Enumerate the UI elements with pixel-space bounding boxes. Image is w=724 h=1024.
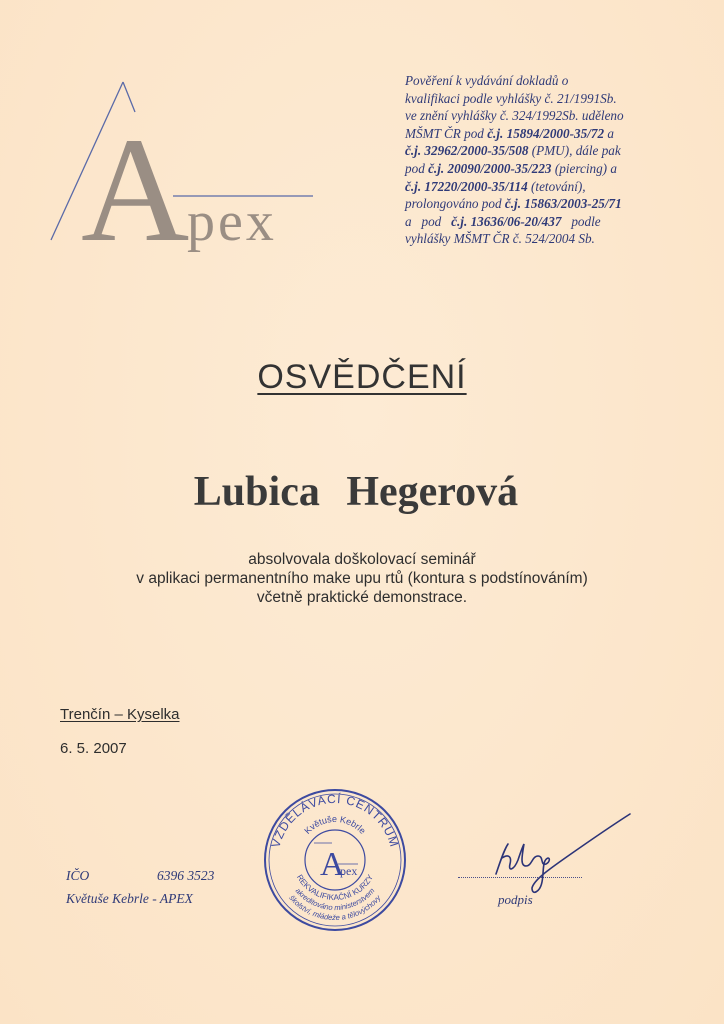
- stamp-bottom-text-3: školství, mládeže a tělovýchovy: [287, 893, 383, 923]
- authorization-segment: a: [604, 125, 614, 141]
- stamp-bottom-text-2: akreditováno ministerstvem: [293, 886, 377, 913]
- svg-text:Květuše Kebrle: [302, 814, 367, 836]
- recipient-name: Lubica Hegerová: [193, 469, 519, 515]
- authorization-segment: kvalifikaci podle vyhlášky č. 21/1991Sb.: [405, 90, 617, 106]
- handwritten-signature: [488, 810, 638, 905]
- apex-logo: [45, 78, 325, 258]
- reference-number: č.j. 15894/2000-35/72: [487, 125, 605, 141]
- body-line: v aplikaci permanentního make upu rtů (kontura s podstínováním): [136, 570, 588, 587]
- authorization-segment: (tetování),: [527, 178, 586, 194]
- place: Trenčín – Kyselka: [60, 706, 180, 723]
- reference-number: č.j. 32962/2000-35/508: [405, 143, 529, 159]
- authorization-segment: pod: [405, 160, 429, 176]
- ico-value: 6396 3523: [157, 868, 215, 883]
- authorization-line: [405, 178, 653, 196]
- reference-number: č.j. 13636/06-20/437: [451, 213, 562, 229]
- certificate-body: [0, 550, 724, 607]
- authorization-segment: podle: [561, 213, 601, 229]
- round-stamp: [262, 787, 408, 933]
- authorization-segment: (PMU), dále pak: [528, 143, 621, 159]
- authorization-segment: a pod: [405, 213, 452, 229]
- signature-label: podpis: [498, 892, 533, 907]
- stamp-bottom-text-1: REKVALIFIKAČNÍ KURZY: [294, 873, 376, 903]
- authorization-text: [405, 72, 653, 248]
- authorization-line: [405, 160, 653, 178]
- authorization-line: [405, 195, 653, 213]
- authorization-segment: Pověření k vydávání dokladů o: [405, 73, 569, 88]
- stamp-logo-text: pex: [340, 864, 358, 878]
- certificate-title: OSVĚDČENÍ: [257, 358, 467, 396]
- authorization-line: [405, 107, 653, 125]
- stamp-logo-letter: A: [320, 846, 345, 883]
- authorization-line: [405, 142, 653, 160]
- authorization-segment: vyhlášky MŠMT ČR č. 524/2004 Sb.: [405, 231, 595, 247]
- reference-number: č.j. 20090/2000-35/223: [428, 160, 552, 176]
- authorization-line: [405, 125, 653, 143]
- ico-label: IČO: [66, 868, 90, 883]
- authorization-segment: ve znění vyhlášky č. 324/1992Sb. uděleno: [405, 108, 624, 124]
- logo-text: pex: [187, 191, 277, 253]
- logo-letter: A: [81, 107, 190, 258]
- authorization-line: [405, 72, 653, 90]
- authorization-segment: prolongováno pod: [405, 196, 505, 212]
- authorization-segment: (piercing) a: [551, 160, 617, 176]
- authorization-segment: MŠMT ČR pod: [405, 125, 488, 141]
- company-name: Květuše Kebrle - APEX: [66, 891, 193, 906]
- authorization-line: [405, 90, 653, 108]
- stamp-inner-name: Květuše Kebrle: [302, 813, 368, 836]
- date: 6. 5. 2007: [60, 740, 127, 757]
- authorization-line: [405, 230, 653, 248]
- reference-number: č.j. 17220/2000-35/114: [405, 178, 528, 194]
- authorization-line: [405, 213, 653, 231]
- reference-number: č.j. 15863/2003-25/71: [504, 196, 622, 212]
- body-line: včetně praktické demonstrace.: [256, 589, 468, 606]
- body-line: absolvovala doškolovací seminář: [248, 551, 476, 568]
- stamp-top-text: VZDĚLÁVACÍ CENTRUM: [268, 791, 402, 850]
